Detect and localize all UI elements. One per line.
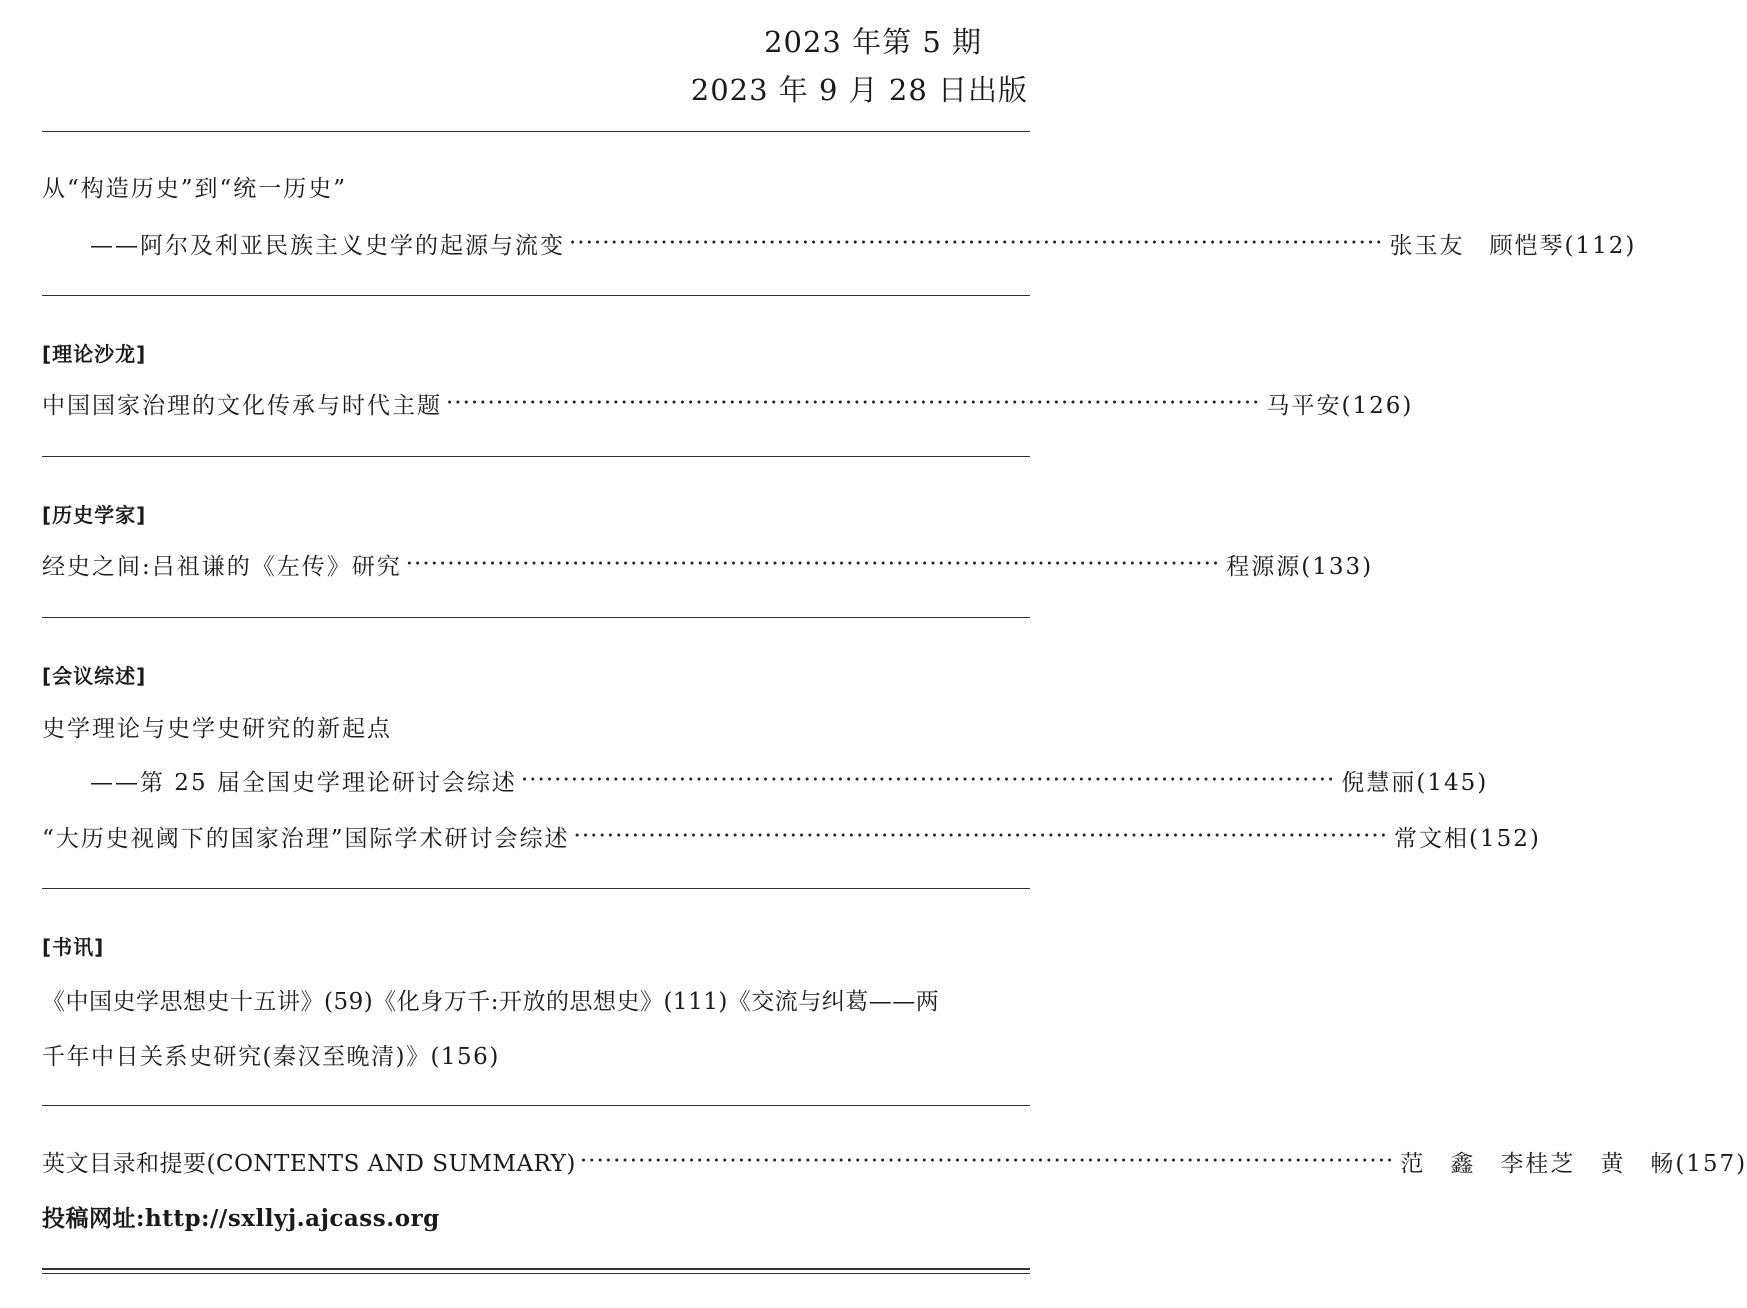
divider [42, 888, 1030, 889]
submission-url[interactable]: 投稿网址:http://sxllyj.ajcass.org [42, 1205, 440, 1232]
author-page: 马平安(126) [1266, 392, 1414, 419]
toc-entry[interactable] [90, 220, 1637, 266]
author-page: 倪慧丽(145) [1341, 769, 1489, 796]
divider [42, 456, 1030, 457]
book-list-line[interactable]: 《中国史学思想史十五讲》(59)《化身万千:开放的思想史》(111)《交流与纠葛——两 [42, 989, 940, 1015]
divider [42, 1105, 1030, 1106]
article-title: “大历史视阈下的国家治理”国际学术研讨会综述 [42, 825, 570, 852]
issue-number: 2023 年第 5 期 [764, 25, 982, 59]
article-title: 中国国家治理的文化传承与时代主题 [42, 392, 442, 419]
toc-entry[interactable] [42, 813, 1541, 859]
article-title[interactable]: 史学理论与史学史研究的新起点 [42, 716, 392, 742]
bottom-rule [42, 1268, 1030, 1270]
leader-dots: ·································································································· [573, 823, 1389, 849]
section-heading: [会议综述] [42, 664, 147, 688]
leader-dots: ·································································································· [405, 551, 1221, 577]
leader-dots: ·································································································· [446, 390, 1261, 416]
author-page: 张玉友 顾恺琴(112) [1389, 232, 1637, 259]
divider [42, 131, 1030, 132]
leader-dots: ·································································································· [520, 767, 1336, 793]
author-page: 范 鑫 李桂芝 黄 畅(157) [1400, 1150, 1747, 1177]
author-page: 程源源(133) [1226, 553, 1374, 580]
divider [42, 617, 1030, 618]
publication-date: 2023 年 9 月 28 日出版 [690, 73, 1028, 107]
article-title[interactable]: 从“构造历史”到“统一历史” [42, 176, 348, 202]
divider [42, 295, 1030, 296]
toc-entry[interactable] [42, 1138, 1747, 1184]
book-list-line[interactable]: 千年中日关系史研究(秦汉至晚清)》(156) [42, 1044, 500, 1070]
toc-entry[interactable] [42, 541, 1374, 587]
bottom-rule [42, 1273, 1030, 1274]
article-subtitle: ——阿尔及利亚民族主义史学的起源与流变 [90, 232, 565, 259]
section-heading: [历史学家] [42, 503, 147, 527]
toc-entry[interactable] [42, 380, 1414, 426]
toc-entry[interactable] [90, 757, 1489, 803]
leader-dots: ·································································································· [569, 230, 1384, 256]
author-page: 常文相(152) [1394, 825, 1541, 852]
english-contents-title: 英文目录和提要(CONTENTS AND SUMMARY) [42, 1150, 576, 1177]
section-heading: [理论沙龙] [42, 342, 147, 366]
article-title: 经史之间:吕祖谦的《左传》研究 [42, 553, 402, 580]
section-heading: [书讯] [42, 935, 105, 959]
leader-dots: ·································································································· [579, 1148, 1395, 1174]
article-subtitle: ——第 25 届全国史学理论研讨会综述 [90, 769, 517, 796]
